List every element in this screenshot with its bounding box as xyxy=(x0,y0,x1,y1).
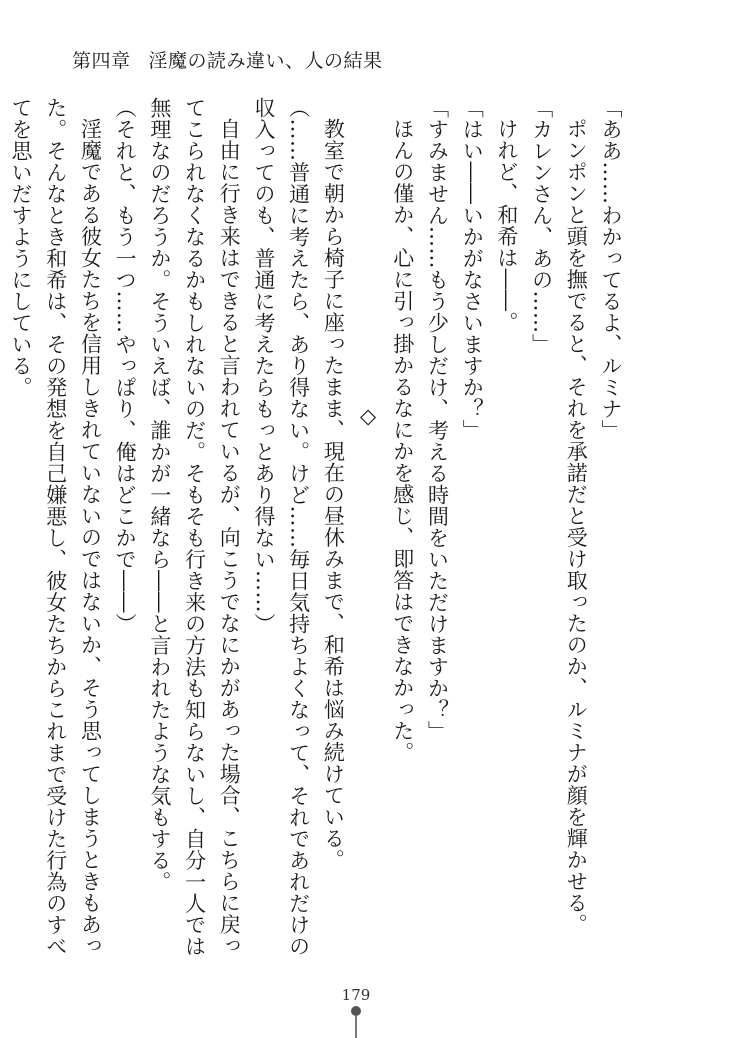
page-marker-decoration xyxy=(351,1006,361,1038)
text-line: 「カレンさん、あの……」 xyxy=(529,97,554,355)
chapter-number: 第四章 xyxy=(72,50,131,72)
marker-stem xyxy=(355,1016,357,1038)
text-line: 「はい――いかがなさいますか？」 xyxy=(460,97,485,441)
text-line: 教室で朝から椅子に座ったまま、現在の昼休みまで、和希は悩み続けている。 xyxy=(321,118,346,871)
text-line: ほんの僅か、心に引っ掛かるなにかを感じ、即答はできなかった。 xyxy=(390,118,415,763)
text-line: てこられなくなるかもしれないのだ。そもそも行き来の方法も知らないし、自分一人では xyxy=(182,97,207,957)
page-number: 179 xyxy=(341,986,371,1004)
scene-break-diamond: ◇ xyxy=(356,403,381,429)
text-line: た。そんなとき和希は、その発想を自己嫌悪し、彼女たちからこれまで受けた行為のすべ xyxy=(43,97,68,957)
text-line: けれど、和希は――。 xyxy=(494,118,519,333)
text-line: 無理なのだろうか。そういえば、誰かが一緒なら――と言われたような気もする。 xyxy=(147,97,172,893)
text-line: ポンポンと頭を撫でると、それを承諾だと受け取ったのか、ルミナが顔を輝かせる。 xyxy=(564,118,589,935)
marker-dot xyxy=(351,1006,361,1016)
vertical-body-text xyxy=(3,97,628,977)
text-line: （……普通に考えたら、あり得ない。けど……毎日気持ちよくなって、それであれだけの xyxy=(286,97,311,957)
text-line: 自由に行き来はできると言われているが、向こうでなにかがあった場合、こちらに戻っ xyxy=(217,118,242,957)
text-line: 収入ってのも、普通に考えたらもっとあり得ない……） xyxy=(251,97,276,635)
text-line: てを思いだすようにしている。 xyxy=(9,97,34,398)
text-line: （それと、もう一つ……やっぱり、俺はどこかで――） xyxy=(113,97,138,635)
text-line: 「すみません……もう少しだけ、考える時間をいただけますか？」 xyxy=(425,97,450,742)
text-line: 淫魔である彼女たちを信用しきれていないのではないか、そう思ってしまうときもあっ xyxy=(78,118,103,957)
chapter-title: 淫魔の読み違い、人の結果 xyxy=(148,50,383,72)
running-header xyxy=(72,46,383,73)
text-line: 「ああ……わかってるよ、ルミナ」 xyxy=(599,97,623,441)
